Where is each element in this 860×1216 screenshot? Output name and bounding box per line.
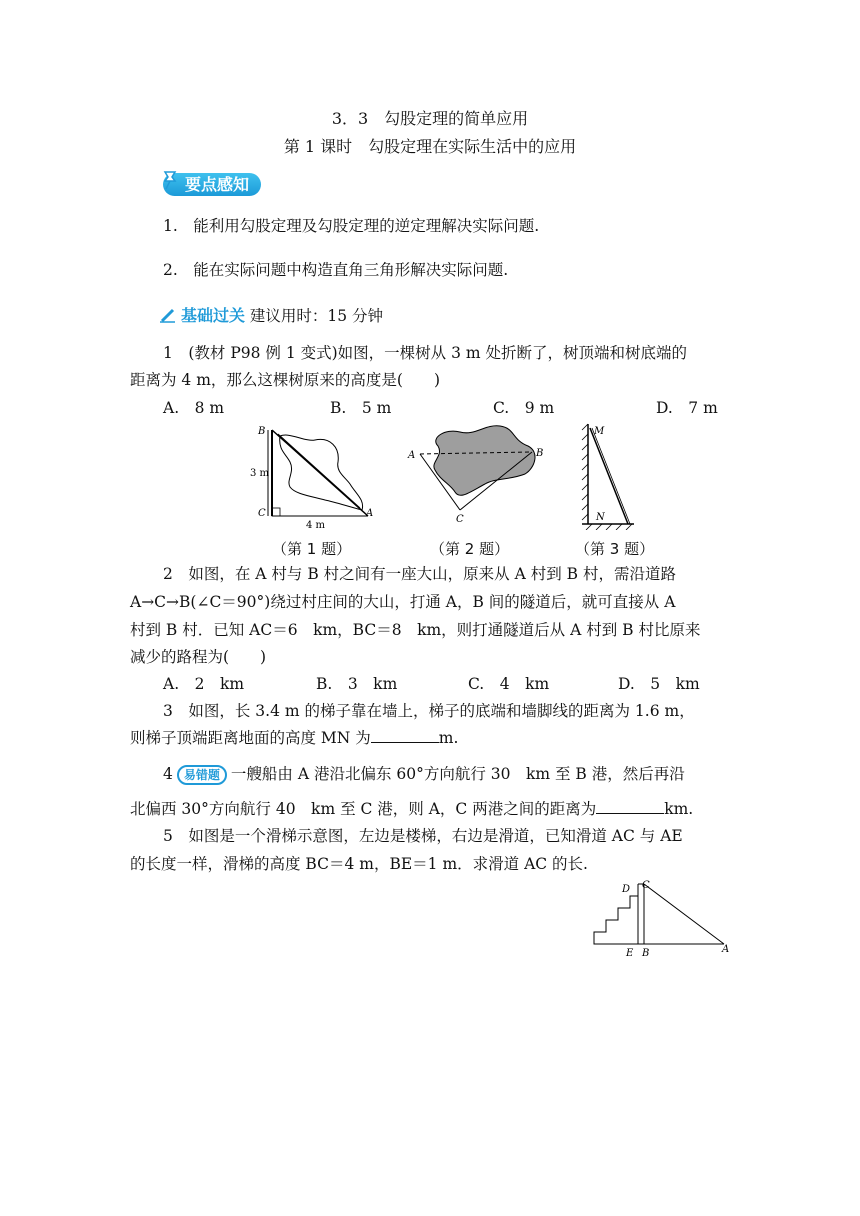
time-hint: 建议用时：15 分钟 — [249, 307, 384, 325]
key-point-1: 1. 能利用勾股定理及勾股定理的逆定理解决实际问题. — [163, 217, 540, 235]
fig2-label-b: B — [536, 448, 544, 459]
fig1-label-c: C — [258, 508, 266, 519]
q2-line-4: 减少的路程为( ) — [130, 648, 267, 666]
basic-badge: 基础过关 — [180, 306, 245, 325]
fig3-label-n: N — [596, 512, 605, 523]
fig5-label-d: D — [622, 884, 631, 895]
q5-line-1: 5 如图是一个滑梯示意图，左边是楼梯，右边是滑道，已知滑道 AC 与 AE — [163, 827, 683, 845]
pushpin-icon — [159, 169, 181, 191]
q2-option-c: C. 4 km — [468, 675, 550, 693]
lesson-title: 第 1 课时 勾股定理在实际生活中的应用 — [283, 137, 577, 156]
q4-line-1-text: 一艘船由 A 港沿北偏东 60°方向航行 30 km 至 B 港，然后再沿 — [230, 765, 685, 783]
q5-line-2: 的长度一样，滑梯的高度 BC＝4 m，BE＝1 m．求滑道 AC 的长. — [130, 855, 588, 873]
key-point-2: 2. 能在实际问题中构造直角三角形解决实际问题. — [163, 261, 509, 279]
figure-2-caption: （第 2 题） — [430, 540, 510, 558]
q4-line-1 — [163, 762, 763, 786]
q1-option-b: B. 5 m — [330, 399, 392, 417]
fig1-label-a: A — [366, 508, 374, 519]
fig5-label-a: A — [722, 944, 730, 955]
q4-line-2 — [130, 797, 730, 821]
key-points-badge: 要点感知 — [163, 173, 261, 196]
q3-unit: m. — [438, 729, 459, 747]
q1-option-c: C. 9 m — [493, 399, 555, 417]
pencil-icon — [160, 307, 176, 323]
q1-line-2: 距离为 4 m，那么这棵树原来的高度是( ) — [130, 371, 441, 389]
q4-line-2-text: 北偏西 30°方向航行 40 km 至 C 港，则 A，C 两港之间的距离为 — [130, 800, 597, 818]
figure-5-slide — [588, 876, 738, 960]
figure-1-broken-tree — [250, 422, 380, 532]
q2-line-2: A→C→B(∠C＝90°)绕过村庄间的大山，打通 A，B 间的隧道后，就可直接从 A — [130, 593, 676, 611]
figure-3-ladder — [578, 420, 638, 530]
fig2-label-c: C — [456, 514, 464, 525]
q3-line-2 — [130, 726, 730, 750]
q3-answer-blank[interactable] — [371, 728, 439, 743]
q2-line-3: 村到 B 村．已知 AC＝6 km，BC＝8 km，则打通隧道后从 A 村到 B 村比原来 — [130, 621, 701, 639]
fig1-label-4m: 4 m — [306, 520, 326, 531]
fig1-label-3m: 3 m — [250, 468, 270, 479]
key-points-header — [163, 172, 261, 195]
q2-option-a: A. 2 km — [163, 675, 245, 693]
fig5-label-b: B — [642, 948, 650, 959]
q2-option-b: B. 3 km — [316, 675, 398, 693]
q1-option-a: A. 8 m — [163, 399, 225, 417]
q1-option-d: D. 7 m — [656, 399, 718, 417]
figure-2-mountain — [400, 418, 550, 530]
figure-3-caption: （第 3 题） — [575, 540, 655, 558]
fig3-label-m: M — [594, 426, 605, 437]
q4-unit: km. — [664, 800, 694, 818]
q2-option-d: D. 5 km — [618, 675, 700, 693]
q2-line-1: 2 如图，在 A 村与 B 村之间有一座大山，原来从 A 村到 B 村，需沿道路 — [163, 565, 676, 583]
fig2-label-a: A — [408, 450, 416, 461]
fig1-label-b: B — [258, 426, 266, 437]
error-prone-tag: 易错题 — [177, 765, 227, 785]
fig5-label-c: C — [642, 880, 650, 891]
figure-1-caption: （第 1 题） — [272, 540, 352, 558]
fig5-label-e: E — [626, 948, 634, 959]
q1-line-1: 1 (教材 P98 例 1 变式)如图，一棵树从 3 m 处折断了，树顶端和树底端的 — [163, 344, 688, 362]
section-title: 3．3 勾股定理的简单应用 — [331, 109, 529, 128]
basic-header — [160, 303, 383, 326]
q3-line-2-text: 则梯子顶端距离地面的高度 MN 为 — [130, 729, 371, 747]
q3-line-1: 3 如图，长 3.4 m 的梯子靠在墙上，梯子的底端和墙脚线的距离为 1.6 m， — [163, 702, 695, 720]
q4-number: 4 — [163, 765, 173, 783]
q4-answer-blank[interactable] — [596, 799, 664, 814]
